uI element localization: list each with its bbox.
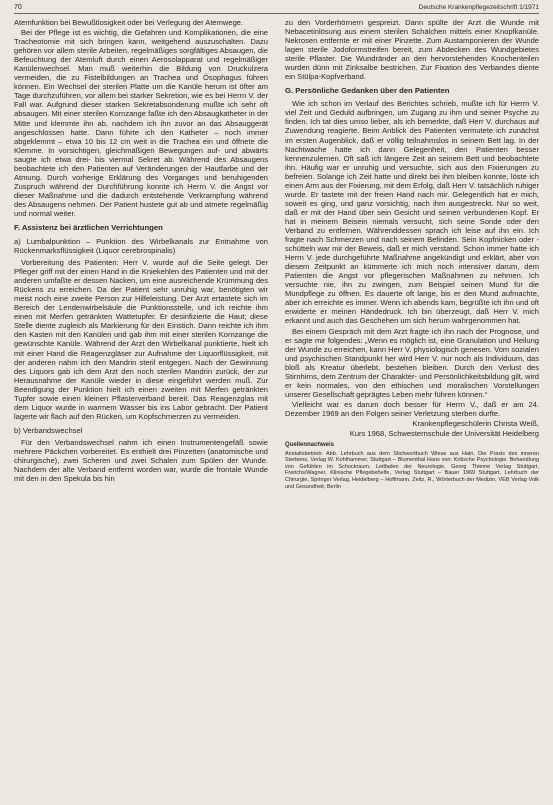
header-rule bbox=[14, 13, 539, 14]
paragraph: Atemfunktion bei Bewußtlosigkeit oder bei Verlegung der Atemwege. bbox=[14, 18, 244, 27]
subsection-heading: a) Lumbalpunktion – Punktion des Wirbelkanals zur Entnahme von Rückenmarksflüssigkeit (Liquor cerebrospinalis) bbox=[14, 237, 268, 256]
paragraph: Vielleicht war es darum doch besser für Herrn V., daß er am 24. Dezember 1969 an den Folgen seiner Verletzung sterben durfte. bbox=[285, 399, 539, 418]
paragraph: Bei der Pflege ist es wichtig, die Gefahren und Komplikationen, die eine Tracheotomie mit sich bringen kann, weitgehend auszuschalten. Dazu gehören vor allem sterile Arbeiten, regelmäßiges sorgfältiges Absaugen, die Befeuchtung der Atemluft durch einen Aerosolapparat und regelmäßiger Kanülenwechsel. Man muß weiterhin die Bildung von Druckulzera vermeiden, die zu Fistelbildungen an Trachea und Ösophagus führen können. Ein Wechsel der sterilen Platte um die Kanüle herum ist öfter am Tage durchzuführen, vor allem bei starker Sekretion, wie es bei Herrn V. der Fall war. Aufgrund dieser starken Sekretabsonderung mußte ich sehr oft absaugen. Mit einer sterilen Kornzange faßte ich den Absaugkatheter in der Mitte und klemmte ihn ab, nachdem ich ihn zuvor an das Absauggerät angeschlossen hatte. Dann führte ich den Katheter – noch immer abgeklemmt – etwa 10 bis 12 cm weit in die Trachea ein und öffnete die Klemme. In vorsichtigen, gleichmäßigen Bewegungen auf- und abwärts saugte ich etwa drei- bis viermal Sekret ab. Während des Absaugens beobachtete ich den Patienten auf Veränderungen der Hautfarbe und der Atmung. Durch vorherige Erklärung des Vorganges und beruhigenden Zuspruch während der Durchführung konnte ich Herrn V. die Angst vor dieser Maßnahme und die dadurch entstehende Verkrampfung während des Absaugens nehmen. Der Patient hustete gut ab und atmete regelmäßig und normal weiter. bbox=[14, 28, 268, 218]
sources-box bbox=[285, 442, 539, 490]
sources-text: Anstaltsbetrieb: Abb. Lehrbuch aus dem Stichwortbuch Wiese aus Hain, Die Praxis des inneren Sterbens, Verlag W. Kohlhammer, Stuttgart – Blumenthal Hans von: Kritische Psychologie. Behandlung von Gefühlen im Schockraum, Leitfaden der Neurologie, Georg Thieme Verlag Stuttgart, Frerichs/Wagner, Klinische Pflegebehelfe, Verlag Stuttgart – Bauer 1969 Stuttgart, Lehrbuch der Chirurgie, Springer Verlag, Heidelberg – Hoffmann, Zeitz, R., Wörterbuch der Medizin, VEB Verlag Volk und Gesundheit, Berlin bbox=[285, 450, 539, 490]
paragraph: Für den Verbandswechsel nahm ich einen Instrumentengefäß sowie mehrere Päckchen vorbereitet. Es enthielt drei Pinzetten (anatomische und chirurgische), zwei Scheren und zwei Schalen zum Spülen der Wunde. Nachdem der alte Verband entfernt worden war, wurde die frontale Wunde mit den in den Spekula bis hin bbox=[14, 437, 268, 484]
author-affiliation: Kurs 1968, Schwesternschule der Universität Heidelberg bbox=[349, 429, 539, 439]
section-heading: F. Assistenz bei ärztlichen Verrichtungen bbox=[14, 223, 163, 233]
paragraph: Bei einem Gespräch mit dem Arzt fragte ich ihn nach der Prognose, und er sagte mir folgendes: „Wenn es möglich ist, eine Granulation und Heilung der Wunde zu erreichen, kann Herr V. physiologisch genesen. Vom sozialen und psychischen Standpunkt her wird Herr V. nur noch als Individuum, das bloß als Kreatur überlebt, bestehen bleiben. Durch den Verlust des Stirnhirns, dem Zentrum der Charakter- und Persönlichkeitsbildung gilt, wird er kein normales, von den ethischen und moralischen Vorstellungen unserer Gesellschaft geprägtes Leben mehr führen können.“ bbox=[285, 326, 539, 399]
paragraph: zu den Vorderhörnern gespreizt. Dann spülte der Arzt die Wunde mit Nebacetinlösung aus einem sterilen Schälchen mittels einer Knopfkanüle. Nekrosen entfernte er mit einer Pinzette. Zum Austamponieren der Wunde lagen sterile Jodoformstreifen bereit, zum Abdecken des Wundgebietes sterile Pflaster. Die Wundränder an den hervorstehenden Knochenteilen wurden dünn mit Zinksalbe bestrichen. Zur Fixation des Verbandes diente ein Stülpa-Kopfverband. bbox=[285, 18, 539, 82]
subsection-heading: b) Verbandswechsel bbox=[14, 425, 83, 435]
paragraph: Vorbereitung des Patienten: Herr V. wurde auf die Seite gelegt. Der Pfleger griff mit der einen Hand in die Kniekehlen des Patienten und mit der anderen umfaßte er dessen Nacken, um eine ausreichende Krümmung des Rückens zu erreichen. Da der Patient sehr unruhig war, benötigten wir meist noch eine zweite Person zur Hilfeleistung. Der Arzt ertastete sich im Bereich der Lendenwirbelsäule die Punktionsstelle, und ich reichte ihm einen mit Merfen getränkten Wattetupfer. Er desinfizierte die Haut; diese Stelle diente zugleich als Markierung für den Einstich. Dann reichte ich ihm den Kasten mit den Kanülen und gab ihm mit einer sterilen Kornzange die gewünschte Kanüle. Während der Arzt den Wirbelkanal punktierte, hielt ich mit einer Hand die Reagenzgläser zur Aufnahme der Liquorflüssigkeit, mit der anderen nahm ich den Mandrin steril entgegen. Nach der Gewinnung des Liquors gab ich dem Arzt den noch sterilen Mandrin zurück, der zur Herausnahme der Kanüle wieder in diese eingeführt werden muß. Zur Beendigung der Punktion hielt ich einen zweiten mit Merfen getränkten Tupfer sowie einen kleinen Pflasterverband bereit. Das Reagenzglas mit dem Liquor wurde in warmem Wasser bis ins Labor gebracht. Der Patient lagerte wir flach auf den Rücken, um Kopfschmerzen zu vermeiden. bbox=[14, 258, 268, 421]
paragraph: Wie ich schon im Verlauf des Berichtes schrieb, mußte ich für Herrn V. viel Zeit und Geduld aufbringen, um Zugang zu ihm und seiner Psyche zu finden. Ich tat dies umso lieber, als ich bemerkte, daß Herr V. durchaus auf Zuwendung reagierte. Beim Anblick des Patienten vermutete ich zunächst im ersten Augenblick, daß er völlig teilnahmslos in seinem Bett lag. In der Nachtwache hatte ich dann Gelegenheit, den Patienten besser kennenzulernen. Oft saß ich längere Zeit an seinem Bett und beobachtete ihn. Häufig war er unruhig und versuchte, sich aus den Fixierungen zu befreien. Solange ich Zeit hatte und direkt bei ihm bleiben konnte, löste ich einen Arm aus der Fixierung, mit dem Erfolg, daß Herr V. tatsächlich ruhiger wurde. Er tastete mit der freien Hand nach mir. Gelegentlich hat er mich, soweit es ging, und ganz vorsichtig, nach ihm ausgestreckt. Nur so weit, daß er mit der Hand über sein Gesicht und seinen verbundenen Kopf. Er hat in meinem Beisein niemals versucht, sich seine Sonde oder den Verband zu entfernen. Währenddessen sprach ich leise auf ihn ein. Ich fragte nach Schmerzen und nach seinem Befinden. Sein Kopfnicken oder -schütteln war mir der Beweis, daß er mich verstand. Schon immer hatte ich Herrn V. jede durchgeführte Maßnahme angekündigt und erklärt, aber von diesem Zeitpunkt an kümmerte ich mich noch intensiver darum, dem Patienten die Angst vor pflegerischen Maßnahmen zu nehmen. Ich versuchte nie, ihn zu zwingen, zum Beispiel seinen Mund für die Mundpflege zu öffnen. Es dauerte oft lange, bis er den Mund aufmachte, aber ich erreichte es immer. Wenn ich abends kam, begrüßte ich ihn und oft erwiderte er meinen Händedruck. Ich bin überzeugt, daß Herr V. mich erkannt und auch das Geschehen um sich herum wahrgenommen hat. bbox=[285, 99, 539, 326]
author-name: Krankenpflegeschülerin Christa Weiß, bbox=[412, 418, 539, 428]
right-column bbox=[285, 18, 539, 490]
section-heading: G. Persönliche Gedanken über den Patienten bbox=[285, 86, 450, 96]
page-number: 70 bbox=[14, 4, 22, 11]
journal-header: Deutsche Krankenpflegezeitschrift 1/1971 bbox=[418, 4, 539, 11]
sources-title: Quellennachweis bbox=[285, 442, 335, 449]
left-column bbox=[14, 18, 268, 484]
